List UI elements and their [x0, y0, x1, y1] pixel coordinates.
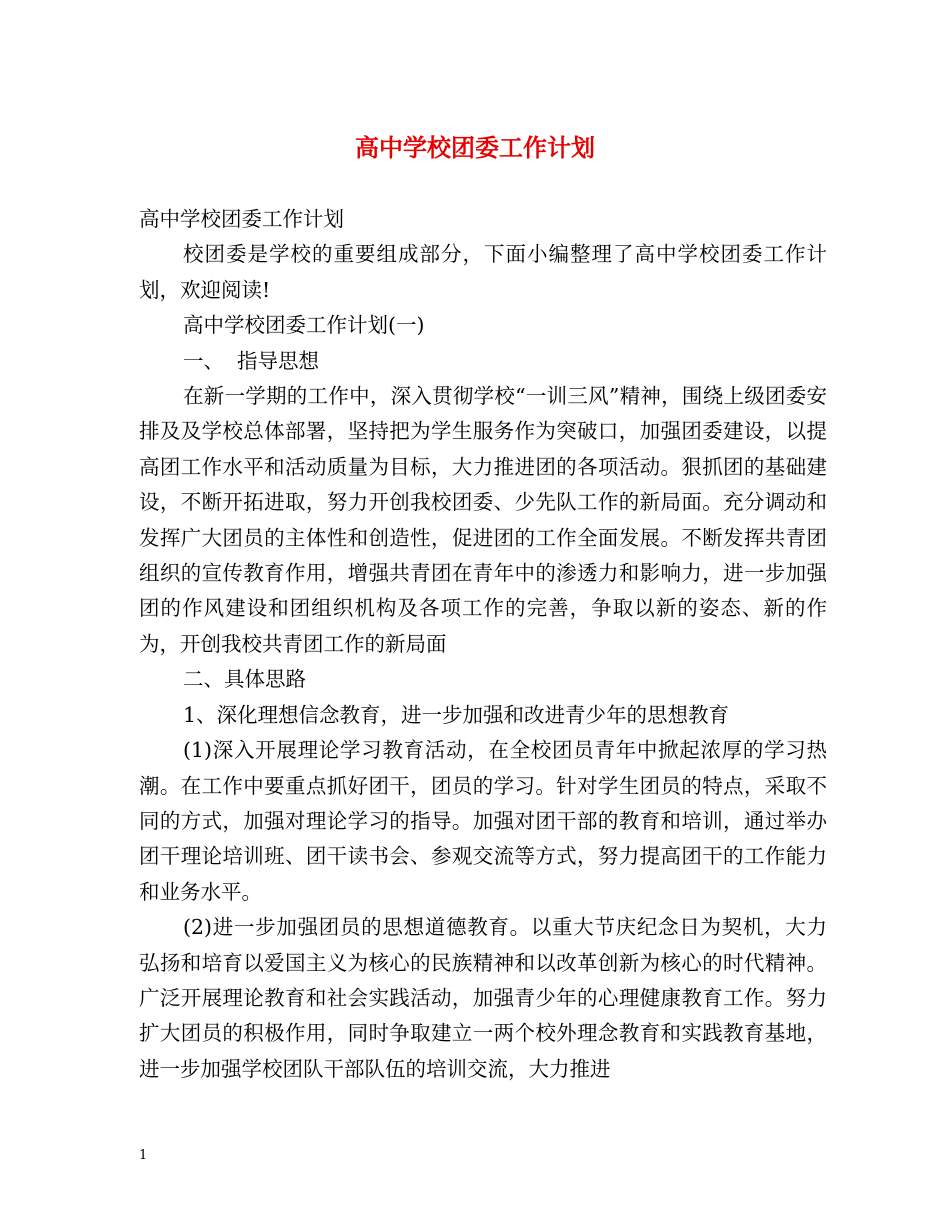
paragraph: 校团委是学校的重要组成部分，下面小编整理了高中学校团委工作计划，欢迎阅读! [139, 242, 827, 302]
paragraph: 高中学校团委工作计划(一) [183, 313, 425, 338]
paragraph: 二、具体思路 [183, 667, 306, 692]
paragraph: (2)进一步加强团员的思想道德教育。以重大节庆纪念日为契机，大力弘扬和培育以爱国主义为核心的民族精神和以改革创新为核心的时代精神。广泛开展理论教育和社会实践活动，加强青少年的心理健康教育工作。努力扩大团员的积极作用，同时争取建立一两个校外理念教育和实践教育基地，进一步加强学校团队干部队伍的培训交流，大力推进 [139, 915, 827, 1081]
paragraph: 一、 指导思想 [183, 348, 320, 373]
page-number: 1 [139, 1148, 148, 1163]
document-body [139, 202, 827, 1087]
paragraph: 在新一学期的工作中，深入贯彻学校“一训三风”精神，围绕上级团委安排及及学校总体部署，坚持把为学生服务作为突破口，加强团委建设，以提高团工作水平和活动质量为目标，大力推进团的各项活动。狠抓团的基础建设，不断开拓进取，努力开创我校团委、少先队工作的新局面。充分调动和发挥广大团员的主体性和创造性，促进团的工作全面发展。不断发挥共青团组织的宣传教育作用，增强共青团在青年中的渗透力和影响力，进一步加强团的作风建设和团组织机构及各项工作的完善，争取以新的姿态、新的作为，开创我校共青团工作的新局面 [139, 384, 827, 656]
document-title: 高中学校团委工作计划 [355, 133, 595, 162]
paragraph: 高中学校团委工作计划 [139, 207, 344, 231]
paragraph: 1、深化理想信念教育，进一步加强和改进青少年的思想教育 [183, 702, 730, 727]
paragraph: (1)深入开展理论学习教育活动，在全校团员青年中掀起浓厚的学习热潮。在工作中要重点抓好团干，团员的学习。针对学生团员的特点，采取不同的方式，加强对理论学习的指导。加强对团干部的教育和培训，通过举办团干理论培训班、团干读书会、参观交流等方式，努力提高团干的工作能力和业务水平。 [139, 738, 827, 904]
